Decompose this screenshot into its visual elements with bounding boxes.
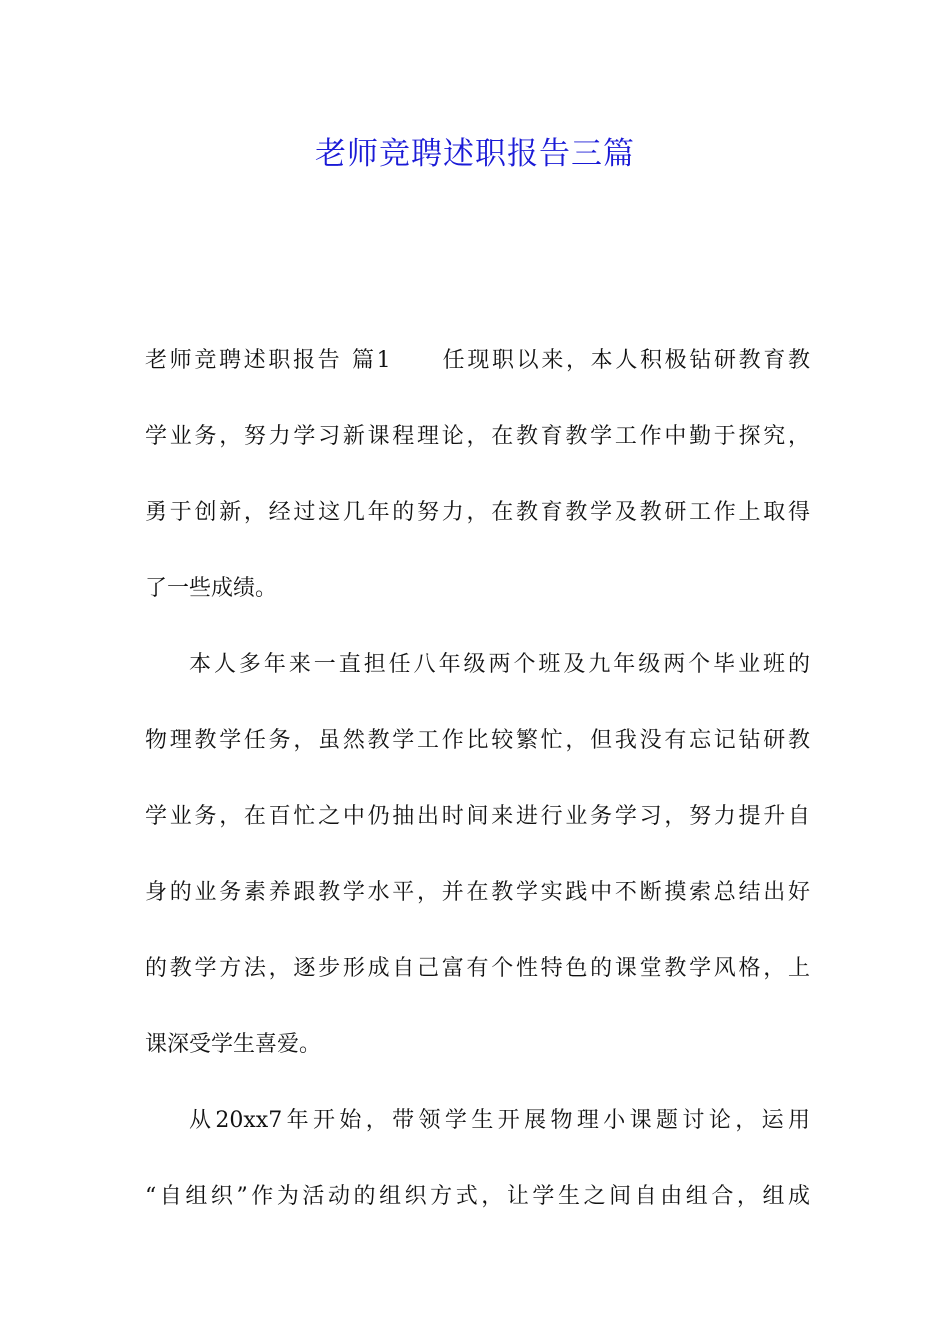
body-line: 课深受学生喜爱。 (145, 1032, 322, 1057)
body-line: 身的业务素养跟教学水平，并在教学实践中不断摸索总结出好 (145, 880, 810, 905)
body-line: 物理教学任务，虽然教学工作比较繁忙，但我没有忘记钻研教 (145, 728, 810, 753)
body-line: 学业务，努力学习新课程理论，在教育教学工作中勤于探究， (145, 424, 810, 449)
document-body (145, 335, 810, 1247)
body-line: “自组织”作为活动的组织方式，让学生之间自由组合，组成 (145, 1184, 810, 1209)
body-line: 从20xx7年开始，带领学生开展物理小课题讨论，运用 (189, 1108, 810, 1133)
body-line: 的教学方法，逐步形成自己富有个性特色的课堂教学风格，上 (145, 956, 810, 981)
body-line: 本人多年来一直担任八年级两个班及九年级两个毕业班的 (189, 652, 810, 677)
body-line: 了一些成绩。 (145, 576, 278, 601)
body-line: 老师竞聘述职报告 篇1 任现职以来，本人积极钻研教育教 (145, 348, 810, 373)
body-line: 学业务，在百忙之中仍抽出时间来进行业务学习，努力提升自 (145, 804, 810, 829)
body-line: 勇于创新，经过这几年的努力，在教育教学及教研工作上取得 (145, 500, 810, 525)
document-title: 老师竞聘述职报告三篇 (315, 136, 635, 172)
